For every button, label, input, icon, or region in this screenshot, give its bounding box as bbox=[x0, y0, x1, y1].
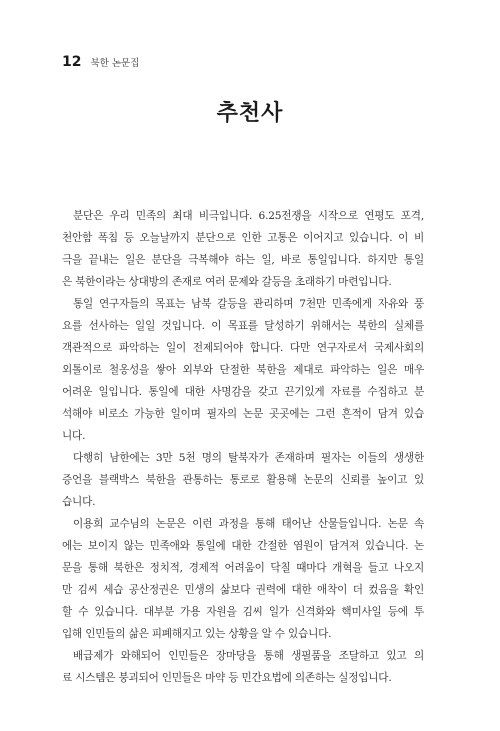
text-line: 이용희 교수님의 논문은 이런 과정을 통해 태어난 산물들입니다. 논문 속 bbox=[73, 518, 424, 530]
text-line: 외톨이로 철옹성을 쌓아 외부와 단절한 북한을 제대로 파악하는 일은 매우 bbox=[62, 364, 424, 376]
text-line: 료 시스템은 붕괴되어 인민들은 마약 등 민간요법에 의존하는 실정입니다. bbox=[62, 672, 392, 684]
text-line: 통일 연구자들의 목표는 남북 갈등을 관리하며 7천만 민족에게 자유와 풍 bbox=[73, 298, 424, 310]
text-line: 은 북한이라는 상대방의 존재로 여러 문제와 갈등을 초래하기 마련입니다. bbox=[62, 276, 392, 288]
chapter-title: 추천사 bbox=[216, 101, 284, 126]
page-number: 12 bbox=[62, 54, 82, 70]
text-line: 입해 인민들의 삶은 피폐해지고 있는 상황을 알 수 있습니다. bbox=[62, 628, 332, 640]
text-line: 석해야 비로소 가능한 일이며 필자의 논문 곳곳에는 그런 흔적이 담겨 있습 bbox=[62, 408, 424, 420]
paragraph bbox=[62, 645, 424, 689]
text-line: 니다. bbox=[62, 430, 86, 442]
text-line: 다행히 남한에는 3만 5천 명의 탈북자가 존재하며 필자는 이들의 생생한 bbox=[73, 452, 424, 464]
paragraph bbox=[62, 513, 424, 645]
text-line: 천안함 폭침 등 오늘날까지 분단으로 인한 고통은 이어지고 있습니다. 이 비 bbox=[62, 232, 424, 244]
text-line: 어려운 일입니다. 통일에 대한 사명감을 갖고 끈기있게 자료를 수집하고 분 bbox=[62, 386, 424, 398]
text-line: 배급제가 와해되어 인민들은 장마당을 통해 생필품을 조달하고 있고 의 bbox=[73, 650, 424, 662]
body-text bbox=[62, 205, 424, 689]
text-line: 객관적으로 파악하는 일이 전제되어야 합니다. 다만 연구자로서 국제사회의 bbox=[62, 342, 424, 354]
text-line: 만 김씨 세습 공산정권은 민생의 삶보다 권력에 대한 애착이 더 컸음을 확인 bbox=[62, 584, 424, 596]
paragraph bbox=[62, 205, 424, 293]
text-line: 습니다. bbox=[62, 496, 96, 508]
text-line: 문을 통해 북한은 정치적, 경제적 어려움이 닥칠 때마다 개혁을 들고 나오지 bbox=[62, 562, 424, 574]
text-line: 증언을 블랙박스 북한을 관통하는 통로로 활용해 논문의 신뢰를 높이고 있 bbox=[62, 474, 424, 486]
paragraph bbox=[62, 293, 424, 447]
text-line: 극을 끝내는 일은 분단을 극복해야 하는 일, 바로 통일입니다. 하지만 통일 bbox=[62, 254, 424, 266]
text-line: 할 수 있습니다. 대부분 가용 자원을 김씨 일가 신격화와 핵미사일 등에 투 bbox=[62, 606, 424, 618]
running-header bbox=[62, 54, 139, 70]
text-line: 분단은 우리 민족의 최대 비극입니다. 6.25전쟁을 시작으로 연평도 포격, bbox=[73, 210, 424, 222]
text-line: 요를 선사하는 일일 것입니다. 이 목표를 달성하기 위해서는 북한의 실체를 bbox=[62, 320, 424, 332]
paragraph bbox=[62, 447, 424, 513]
running-title: 북한 논문집 bbox=[90, 58, 140, 69]
text-line: 에는 보이지 않는 민족애와 통일에 대한 간절한 염원이 담겨져 있습니다. 논 bbox=[62, 540, 424, 552]
